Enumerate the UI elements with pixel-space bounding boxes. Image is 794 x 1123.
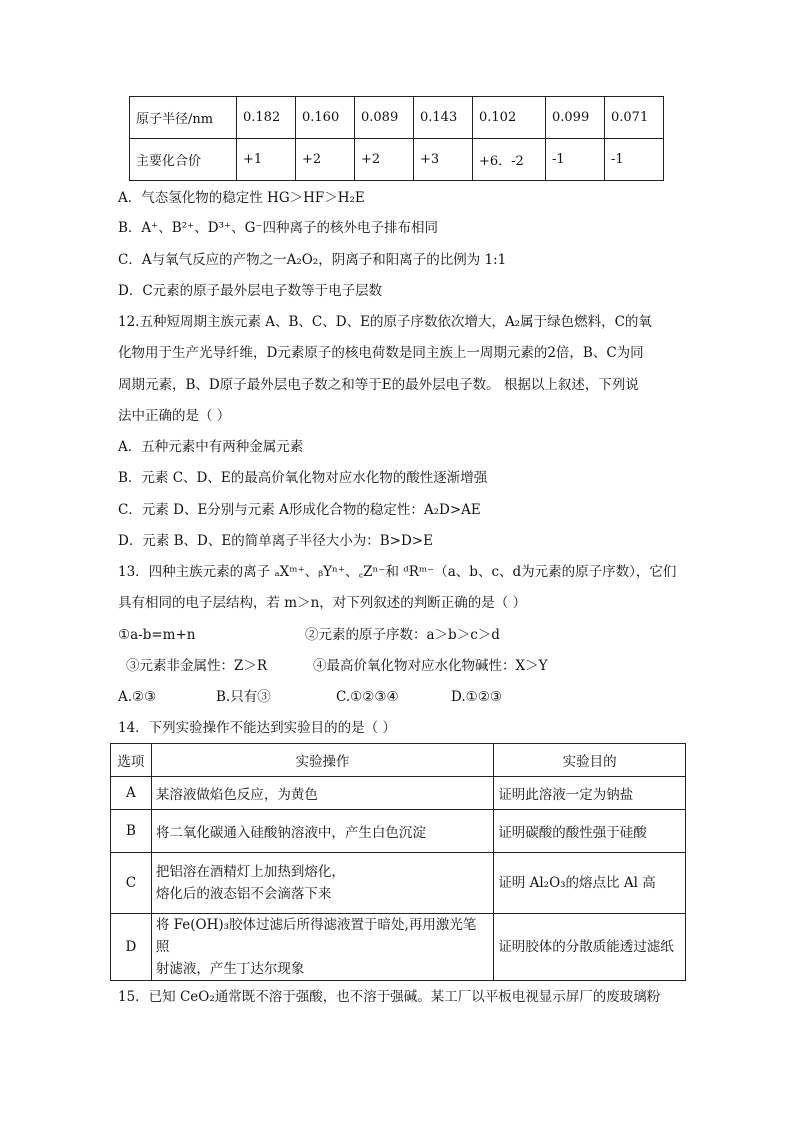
table-cell: 0.143 bbox=[414, 97, 473, 139]
q12-option-a: A．五种元素中有两种金属元素 bbox=[118, 439, 304, 455]
goal-cell: 证明 Al₂O₃的熔点比 Al 高 bbox=[494, 853, 686, 914]
q11-option-c: C．A与氧气反应的产物之一A₂O₂，阴离子和阳离子的比例为 1:1 bbox=[118, 252, 507, 268]
table-cell: +3 bbox=[414, 139, 473, 181]
header-cell: 选项 bbox=[111, 744, 152, 777]
operation-text: 把铝溶在酒精灯上加热到熔化， bbox=[155, 864, 345, 880]
q12-option-c: C．元素 D、E分别与元素 A形成化合物的稳定性：A₂D>AE bbox=[118, 502, 481, 518]
option-cell: A bbox=[111, 777, 152, 810]
operation-cell bbox=[151, 853, 493, 914]
operation-cell bbox=[151, 914, 493, 981]
header-cell: 实验操作 bbox=[151, 744, 493, 777]
table-cell: 0.099 bbox=[546, 97, 605, 139]
q12-stem-line: 周期元素，B、D原子最外层电子数之和等于E的最外层电子数。 根据以上叙述，下列说 bbox=[118, 377, 639, 393]
table-cell: 主要化合价 bbox=[130, 139, 237, 181]
table-cell: +1 bbox=[237, 139, 296, 181]
table-cell: +2 bbox=[296, 139, 355, 181]
goal-cell: 证明此溶液一定为钠盐 bbox=[494, 777, 686, 810]
table-cell: -1 bbox=[546, 139, 605, 181]
table-cell: +6．-2 bbox=[473, 139, 546, 181]
table-cell: 0.160 bbox=[296, 97, 355, 139]
q13-option-c: C.①②③④ bbox=[336, 689, 399, 705]
table-row bbox=[111, 853, 686, 914]
table-header-row bbox=[111, 744, 686, 777]
q13-statement-4: ④最高价氧化物对应水化物碱性：X＞Y bbox=[313, 658, 548, 674]
operation-text: 某溶液做焰色反应，为黄色 bbox=[155, 787, 318, 803]
q11-option-d: D．C元素的原子最外层电子数等于电子层数 bbox=[118, 283, 383, 299]
q14-stem: 14．下列实验操作不能达到实验目的的是（ ） bbox=[118, 720, 396, 736]
table-cell: -1 bbox=[605, 139, 664, 181]
table-row bbox=[130, 97, 664, 139]
element-property-table bbox=[129, 96, 664, 181]
operation-text: 熔化后的液态铝不会滴落下来 bbox=[155, 886, 332, 902]
table-cell: 0.071 bbox=[605, 97, 664, 139]
q13-stem-line: 具有相同的电子层结构，若 m＞n，对下列叙述的判断正确的是（ ） bbox=[118, 595, 527, 611]
header-cell: 实验目的 bbox=[494, 744, 686, 777]
option-cell: B bbox=[111, 810, 152, 853]
option-cell: C bbox=[111, 853, 152, 914]
table-cell: 原子半径/nm bbox=[130, 97, 237, 139]
q11-option-a: A．气态氢化物的稳定性 HG＞HF＞H₂E bbox=[118, 190, 365, 206]
goal-cell: 证明碳酸的酸性强于硅酸 bbox=[494, 810, 686, 853]
table-row bbox=[111, 810, 686, 853]
goal-cell: 证明胶体的分散质能透过滤纸 bbox=[494, 914, 686, 981]
q13-stem-line: 13．四种主族元素的离子 ₐXᵐ⁺、ᵦYⁿ⁺、꜀Zⁿ⁻和 ᵈRᵐ⁻（a、b、c、d为元素的原子序数），它们 bbox=[118, 564, 677, 580]
table-cell: +2 bbox=[355, 139, 414, 181]
operation-cell bbox=[151, 777, 493, 810]
experiment-table bbox=[110, 743, 686, 981]
q13-statement-2: ②元素的原子序数：a＞b＞c＞d bbox=[305, 627, 500, 643]
q13-option-a: A.②③ bbox=[118, 689, 157, 705]
operation-cell bbox=[151, 810, 493, 853]
q12-stem-line: 化物用于生产光导纤维，D元素原子的核电荷数是同主族上一周期元素的2倍，B、C为同 bbox=[118, 345, 644, 361]
q12-stem-line: 法中正确的是（ ） bbox=[118, 408, 231, 424]
table-cell: 0.102 bbox=[473, 97, 546, 139]
q13-statement-1: ①a-b=m+n bbox=[118, 627, 196, 643]
q13-option-d: D.①②③ bbox=[451, 689, 502, 705]
operation-text: 将二氧化碳通入硅酸钠溶液中，产生白色沉淀 bbox=[155, 825, 426, 841]
table-cell: 0.089 bbox=[355, 97, 414, 139]
table-row bbox=[111, 914, 686, 981]
q13-option-b: B.只有③ bbox=[216, 689, 271, 705]
q11-option-b: B．A⁺、B²⁺、D³⁺、G⁻四种离子的核外电子排布相同 bbox=[118, 220, 439, 236]
q12-option-b: B．元素 C、D、E的最高价氧化物对应水化物的酸性逐渐增强 bbox=[118, 470, 488, 486]
table-row bbox=[130, 139, 664, 181]
q15-stem-line: 15．已知 CeO₂通常既不溶于强酸，也不溶于强碱。某工厂以平板电视显示屏厂的废玻璃粉 bbox=[118, 989, 661, 1005]
operation-text: 射滤液，产生丁达尔现象 bbox=[155, 961, 305, 977]
option-cell: D bbox=[111, 914, 152, 981]
q12-option-d: D．元素 B、D、E的简单离子半径大小为：B>D>E bbox=[118, 533, 433, 549]
table-row bbox=[111, 777, 686, 810]
q12-stem-line: 12.五种短周期主族元素 A、B、C、D、E的原子序数依次增大，A₂属于绿色燃料，C的氧 bbox=[118, 314, 652, 330]
q13-statement-3: ③元素非金属性：Z＞R bbox=[126, 658, 268, 674]
operation-text: 将 Fe(OH)₃胶体过滤后所得滤液置于暗处,再用激光笔照 bbox=[155, 917, 477, 955]
table-cell: 0.182 bbox=[237, 97, 296, 139]
